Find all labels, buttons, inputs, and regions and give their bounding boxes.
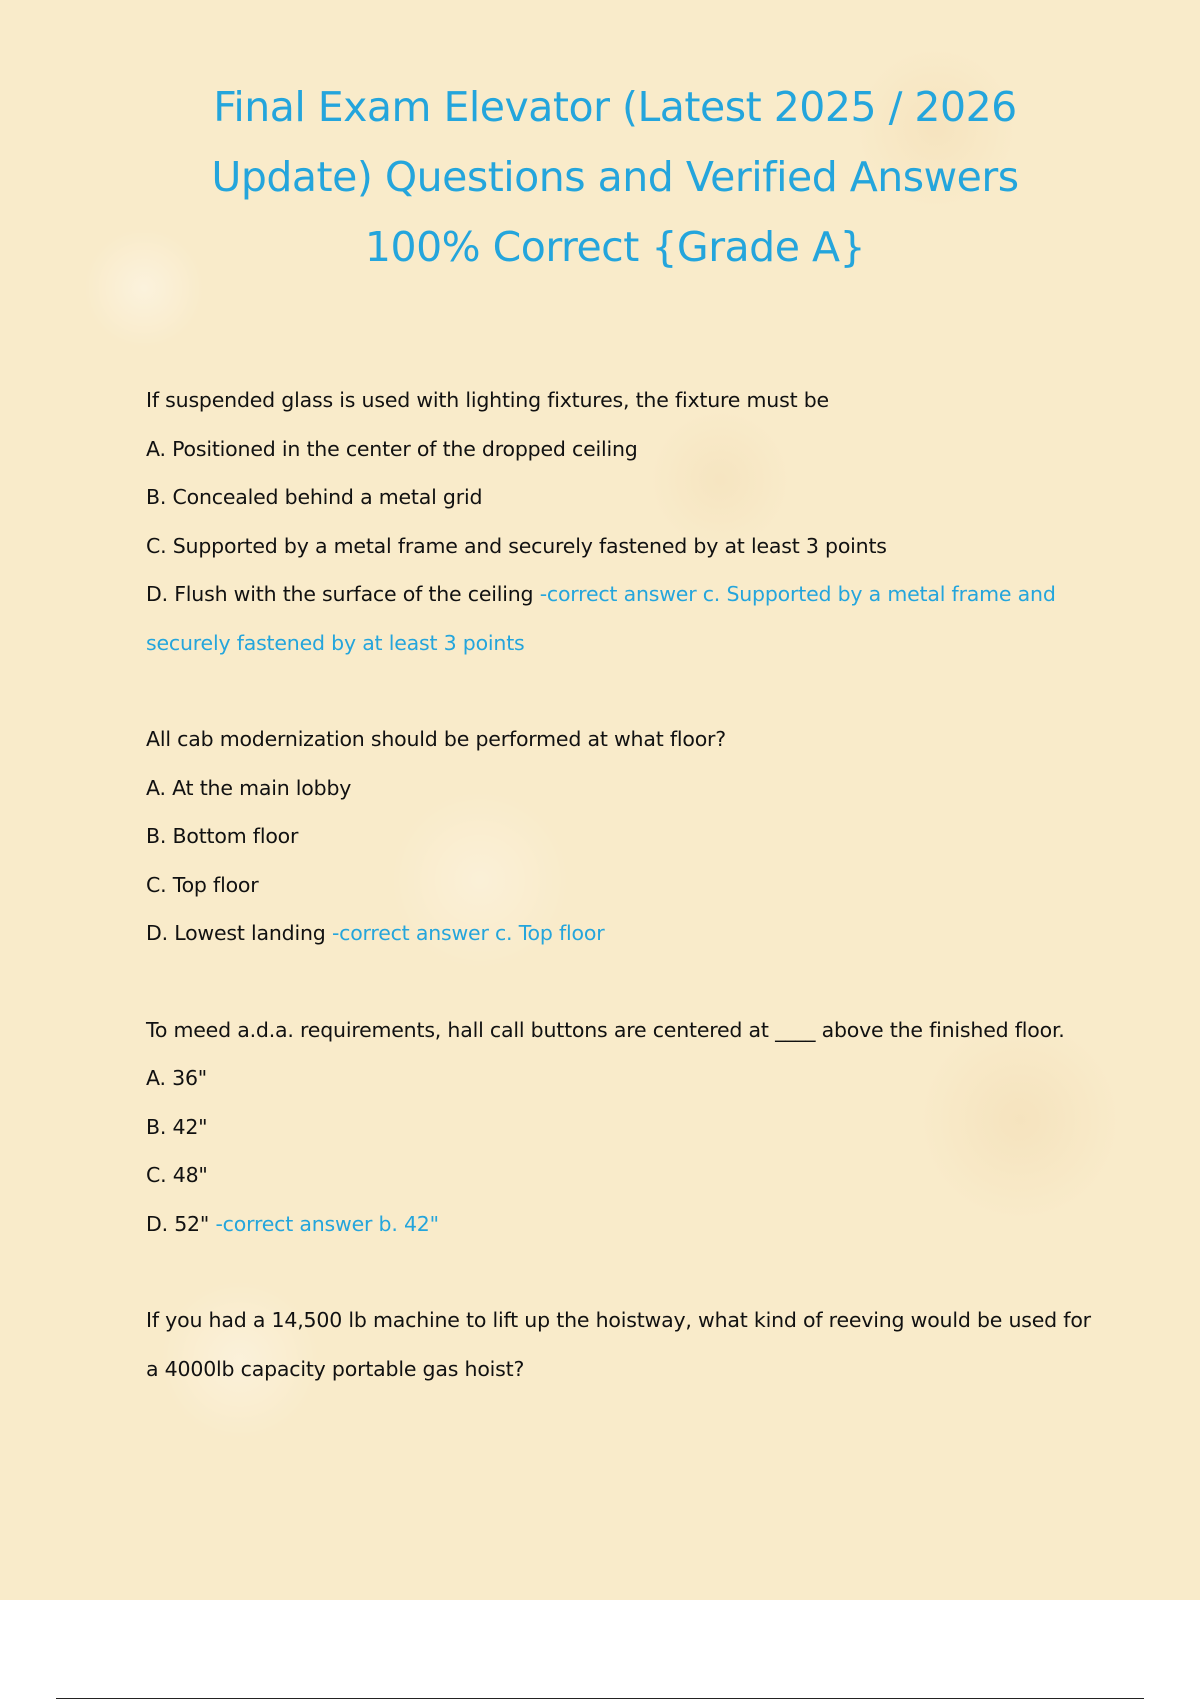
answer-option: A. Positioned in the center of the dropped ceiling xyxy=(146,436,638,461)
answer-option: A. 36" xyxy=(146,1066,208,1090)
answer-option: C. Top floor xyxy=(146,872,259,897)
answer-option-with-answer xyxy=(146,570,1096,667)
question-prompt: If you had a 14,500 lb machine to lift up the hoistway, what kind of reeving would be used for a 4000lb capacity portable gas hoist? xyxy=(146,1308,1091,1381)
answer-option-with-answer xyxy=(146,1200,1096,1249)
answer-option: D. Lowest landing xyxy=(146,921,326,945)
question-block-3 xyxy=(146,1006,1096,1249)
correct-answer: -correct answer c. Supported by a metal frame and securely fastened by at least 3 points xyxy=(146,582,1056,655)
answer-option: B. Bottom floor xyxy=(146,824,299,848)
answer-option: C. 48" xyxy=(146,1163,208,1187)
document-title: Final Exam Elevator (Latest 2025 / 2026 Update) Questions and Verified Answers 100% Correct {Grade A} xyxy=(211,83,1019,271)
question-block-4 xyxy=(146,1296,1096,1393)
question-spacer xyxy=(146,1248,1096,1296)
document-body xyxy=(146,376,1096,1393)
answer-option-with-answer xyxy=(146,909,1096,958)
question-block-1 xyxy=(146,376,1096,667)
answer-option: D. Flush with the surface of the ceiling xyxy=(146,582,534,606)
question-spacer xyxy=(146,667,1096,715)
correct-answer: -correct answer b. 42" xyxy=(215,1211,439,1236)
correct-answer: -correct answer c. Top floor xyxy=(331,921,605,945)
question-block-2 xyxy=(146,715,1096,958)
question-prompt: To meed a.d.a. requirements, hall call buttons are centered at ____ above the finished floor. xyxy=(146,1017,1065,1042)
answer-option: D. 52" xyxy=(146,1211,210,1236)
question-prompt: If suspended glass is used with lighting fixtures, the fixture must be xyxy=(146,388,829,412)
question-spacer xyxy=(146,958,1096,1006)
answer-option: A. At the main lobby xyxy=(146,775,352,800)
answer-option: B. Concealed behind a metal grid xyxy=(146,485,483,509)
answer-option: C. Supported by a metal frame and securely fastened by at least 3 points xyxy=(146,533,887,558)
answer-option: B. 42" xyxy=(146,1114,208,1139)
question-prompt: All cab modernization should be performed at what floor? xyxy=(146,727,726,751)
footer-divider xyxy=(56,1698,1144,1699)
